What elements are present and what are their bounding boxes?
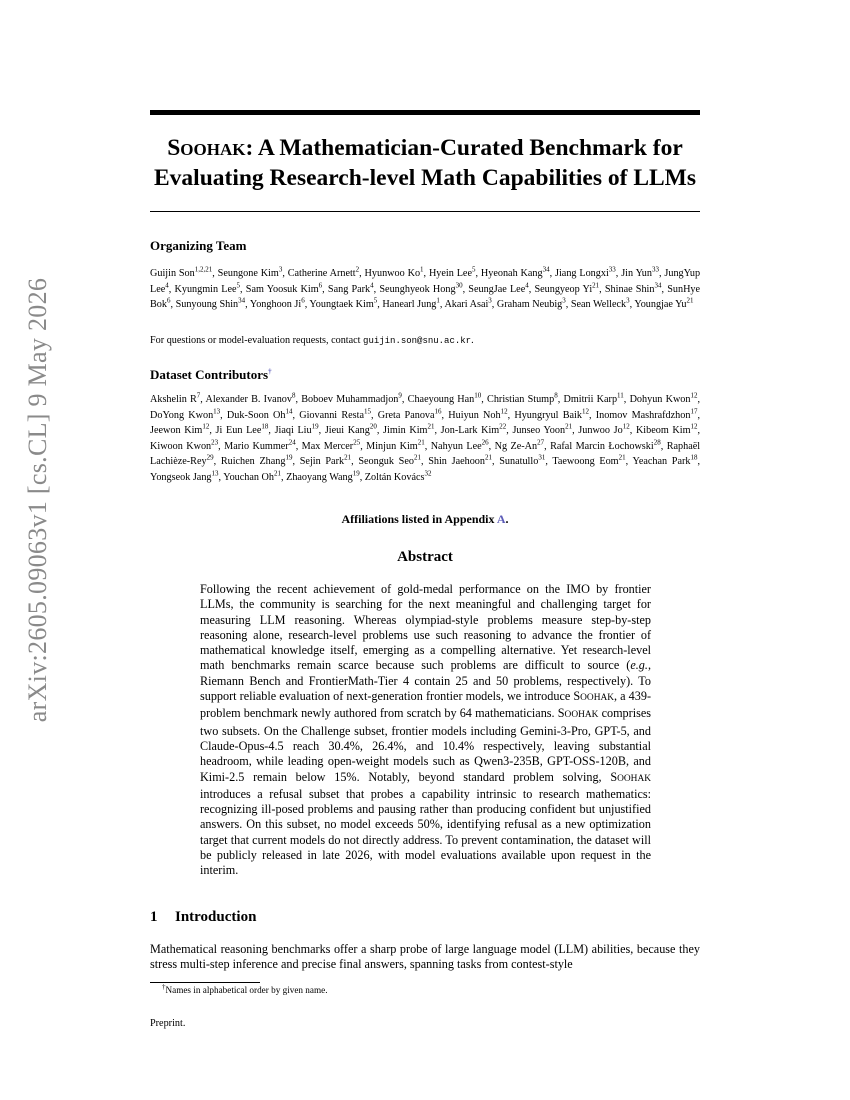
author-name: Boboev Muhammadjon	[301, 394, 399, 405]
author-affiliation-sup: 17	[690, 407, 698, 416]
paper-title	[150, 134, 700, 192]
contributor-author	[383, 422, 435, 436]
affiliations-end: .	[505, 512, 509, 526]
author-affiliation-sup: 21	[618, 453, 626, 462]
author-name: Ruichen Zhang	[220, 456, 286, 467]
author-name: Shinae Shin	[604, 283, 655, 295]
author-name: Jimin Kim	[383, 425, 428, 436]
author-affiliation-sup: 25	[353, 438, 361, 447]
contributor-author	[150, 407, 221, 421]
author-affiliation-sup: 9	[398, 391, 402, 400]
contributor-author	[407, 391, 482, 405]
author-affiliation-sup: 30	[455, 281, 463, 290]
contributor-author	[150, 438, 219, 452]
organizing-team-heading: Organizing Team	[150, 238, 247, 253]
contributor-author	[301, 391, 402, 405]
introduction-heading	[150, 909, 256, 926]
author-name: Shin Jaehoon	[428, 456, 485, 467]
contact-email[interactable]: guijin.son@snu.ac.kr	[363, 336, 472, 346]
organizing-author	[382, 296, 440, 310]
author-name: Seungyeop Yi	[534, 283, 593, 295]
author-affiliation-sup: 24	[288, 438, 296, 447]
author-affiliation-sup: 10	[474, 391, 482, 400]
organizing-author	[150, 265, 213, 279]
author-name: Sunyoung Shin	[175, 299, 239, 310]
contributor-author	[448, 407, 508, 421]
author-affiliation-sup: 5	[236, 281, 241, 290]
author-affiliation-sup: 7	[196, 391, 201, 400]
author-affiliation-sup: 15	[363, 407, 371, 416]
author-affiliation-sup: 1,2,21	[194, 265, 213, 274]
author-name: Greta Panova	[377, 409, 435, 421]
author-affiliation-sup: 3	[626, 296, 630, 305]
section-number: 1	[150, 909, 158, 925]
author-name: Hyunwoo Ko	[364, 268, 421, 279]
contributor-author	[274, 422, 319, 436]
author-affiliation-sup: 33	[651, 265, 659, 274]
author-affiliation-sup: 12	[690, 391, 698, 400]
contributor-author	[552, 453, 626, 467]
section-title: Introduction	[175, 909, 257, 925]
contributor-author	[215, 422, 269, 436]
author-affiliation-sup: 4	[525, 281, 529, 290]
author-name: Sang Park	[327, 283, 371, 295]
footnote-rule	[150, 982, 260, 983]
author-name: Sunatullo	[499, 456, 539, 467]
author-affiliation-sup: 4	[370, 281, 374, 290]
author-name: Youngjae Yu	[634, 299, 687, 310]
organizing-author	[570, 296, 630, 310]
dataset-contributors-label: Dataset Contributors	[150, 367, 269, 382]
affiliations-text: Affiliations listed in Appendix	[341, 512, 497, 526]
soohak-sc-rest: OOHAK	[580, 693, 615, 704]
author-name: Hyein Lee	[428, 268, 472, 279]
organizing-author	[249, 296, 305, 310]
author-affiliation-sup: 19	[311, 422, 319, 431]
author-affiliation-sup: 8	[291, 391, 296, 400]
organizing-author	[621, 265, 659, 279]
contributor-author	[494, 438, 545, 452]
contributor-author	[578, 422, 630, 436]
contributor-author	[223, 469, 281, 483]
author-name: Duk-Soon Oh	[226, 409, 286, 421]
author-affiliation-sup: 12	[581, 407, 589, 416]
contributor-author	[550, 438, 661, 452]
author-affiliation-sup: 6	[301, 296, 305, 305]
contributor-author	[512, 422, 573, 436]
author-name: Yongseok Jang	[150, 471, 212, 483]
contributor-author	[150, 391, 201, 405]
author-name: Raphaël Lachièze-Rey	[150, 440, 701, 467]
author-affiliation-sup: 32	[424, 469, 432, 478]
organizing-author	[174, 281, 241, 295]
author-affiliation-sup: 12	[690, 422, 698, 431]
arxiv-sidebar	[14, 277, 62, 723]
author-affiliation-sup: 21	[427, 422, 435, 431]
author-affiliation-sup: 23	[211, 438, 219, 447]
author-name: DoYong Kwon	[150, 409, 214, 421]
author-name: Hyeonah Kang	[480, 268, 543, 279]
title-line1-rest: : A Mathematician-Curated Benchmark for	[245, 135, 683, 161]
author-affiliation-sup: 1	[420, 265, 424, 274]
author-affiliation-sup: 6	[318, 281, 323, 290]
organizing-author	[496, 296, 566, 310]
author-name: Jiang Longxi	[555, 268, 609, 279]
author-name: JungYup Lee	[150, 268, 701, 295]
author-affiliation-sup: 19	[352, 469, 360, 478]
author-affiliation-sup: 21	[686, 296, 694, 305]
author-name: SunHye Bok	[150, 283, 701, 310]
author-name: Hanearl Jung	[382, 299, 437, 310]
author-name: Seonguk Seo	[358, 456, 414, 467]
contributor-author	[205, 391, 296, 405]
introduction-text: Mathematical reasoning benchmarks offer a sharp probe of large language model (LLM) abilities, because they stress multi-step inference and precise final answers, spanning tasks from contest-style	[150, 942, 700, 972]
contributor-author	[299, 453, 352, 467]
author-affiliation-sup: 3	[562, 296, 566, 305]
author-name: Minjun Kim	[366, 440, 418, 452]
organizing-author	[604, 281, 662, 295]
author-name: Max Mercer	[301, 440, 354, 452]
soohak-sc-initial: S	[610, 769, 618, 784]
contact-line	[150, 335, 474, 346]
organizing-author	[245, 281, 323, 295]
author-name: SeungJae Lee	[468, 283, 526, 295]
abstract-part-1: Following the recent achievement of gold-medal performance on the IMO by frontier LLMs, the community is searching for the next meaningful and challenging target for measuring LLM reasoning. Whereas olympiad-style problems measure step-by-step reasoning alone, research-level problems use such reasoning to advance the frontier of mathematical knowledge itself, emerging as a compelling alternative. Yet research-level math benchmarks remain scarce because such problems are difficult to source (	[200, 582, 651, 673]
contributor-author	[364, 469, 432, 483]
author-name: Zhaoyang Wang	[286, 471, 353, 483]
author-name: Giovanni Resta	[299, 409, 364, 421]
author-name: Kibeom Kim	[635, 425, 691, 436]
contributor-author	[377, 407, 442, 421]
author-affiliation-sup: 20	[369, 422, 377, 431]
dataset-contributors-authors: Akshelin $R^7$, Alexander B. Ivanov$^8$, Boboev Muhammadjon$^9$, Chaeyoung Han$^{10}$, Christian Stump$^8$, Dmitrii Karp$^{11}$, Dohyun Kwon$^{12}$, DoYong Kwon$^{13}$, Duk-Soon Oh$^{14}$, Giovanni Resta$^{15}$, Greta Panova$^{16}$, Huiyun Noh$^{12}$, Hyungryul Baik$^{12}$, Inomov Mashrafdzhon$^{17}$, Jeewon Kim$^{12}$, Ji Eun Lee$^{18}$, Jiaqi Liu$^{19}$, Jieui Kang$^{20}$, Jimin Kim$^{21}$, Jon-Lark Kim$^{22}$, Junseo Yoon$^{21}$, Junwoo Jo$^{12}$, Kibeom Kim$^{12}$, Kiwoon Kwon$^{23}$, Mario Kummer$^{24}$, Max Mercer$^{25}$, Minjun Kim$^{21}$, Nahyun Lee$^{26}$, Ng Ze-An$^{27}$, Rafal Marcin Łochowski$^{28}$, Raphaël Lachièze-Rey$^{29}$, Ruichen Zhang$^{19}$, Sejin Park$^{21}$, Seonguk Seo$^{21}$, Shin Jaehoon$^{21}$, Sunatullo$^{31}$, Taewoong Eom$^{21}$, Yeachan Park$^{18}$, Yongseok Jang$^{13}$, Youchan Oh$^{21}$, Zhaoyang Wang$^{19}$, Zoltán Kovács$^{32}$	[150, 391, 701, 483]
contributor-author	[487, 391, 558, 405]
author-name: Sam Yoosuk Kim	[245, 283, 319, 295]
organizing-author	[217, 265, 283, 279]
abstract-part-5: introduces a refusal subset that probes a capability intrinsic to research mathematics: recognizing ill-posed problems and pausing rather than producing confident but unjustified answers. On this subset, no model exceeds 50%, identifying refusal as a new optimization target that current models do not directly address. To prevent contamination, the dataset will be publicly released in late 2026, with model evaluations available upon request in the interim.	[200, 786, 651, 878]
contributor-author	[499, 453, 546, 467]
contributor-author	[299, 407, 371, 421]
author-name: Hyungryul Baik	[514, 409, 582, 421]
author-affiliation-sup: 11	[617, 391, 624, 400]
contributor-author	[430, 438, 489, 452]
author-name: Ji Eun Lee	[215, 425, 262, 436]
author-name: Alexander B. Ivanov	[205, 394, 292, 405]
dagger-footnote-mark[interactable]: †	[268, 367, 272, 376]
author-name: Sejin Park	[299, 456, 345, 467]
contact-end: .	[471, 335, 474, 346]
author-affiliation-sup: 5	[373, 296, 378, 305]
author-affiliation-sup: 4	[165, 281, 169, 290]
author-affiliation-sup: 13	[213, 407, 221, 416]
author-affiliation-sup: 21	[592, 281, 600, 290]
abstract-part-2: , Riemann Bench and FrontierMath-Tier 4 contain 25 and 50 problems, respectively). To support reliable evaluation of next-generation frontier models, we introduce	[200, 658, 651, 704]
contributor-author	[366, 438, 425, 452]
organizing-author	[444, 296, 492, 310]
author-affiliation-sup: 12	[500, 407, 508, 416]
contributor-author	[301, 438, 361, 452]
soohak-sc-rest: OOHAK	[564, 710, 599, 721]
author-name: Seunghyeok Hong	[379, 283, 456, 295]
author-name: Youngtaek Kim	[309, 299, 374, 310]
author-name: Ng Ze-An	[494, 440, 538, 452]
author-name: Sean Welleck	[570, 299, 627, 310]
author-name: Dmitrii Karp	[563, 394, 618, 405]
author-affiliation-sup: 26	[481, 438, 489, 447]
author-affiliation-sup: 3	[278, 265, 283, 274]
organizing-author	[555, 265, 616, 279]
organizing-team-authors: Guijin Son$^{1,2,21}$, Seungone Kim$^3$, Catherine Arnett$^2$, Hyunwoo Ko$^1$, Hyein Lee$^5$, Hyeonah Kang$^{34}$, Jiang Longxi$^{33}$, Jin Yun$^{33}$, JungYup Lee$^4$, Kyungmin Lee$^5$, Sam Yoosuk Kim$^6$, Sang Park$^4$, Seunghyeok Hong$^{30}$, SeungJae Lee$^4$, Seungyeop Yi$^{21}$, Shinae Shin$^{34}$, SunHye Bok$^6$, Sunyoung Shin$^{34}$, Yonghoon Ji$^6$, Youngtaek Kim$^5$, Hanearl Jung$^1$, Akari Asai$^3$, Graham Neubig$^3$, Sean Welleck$^3$, Youngjae Yu$^{21}$	[150, 265, 701, 310]
contributor-author	[220, 453, 293, 467]
contributor-author	[635, 422, 698, 436]
contributor-author	[629, 391, 698, 405]
abstract-body	[200, 582, 651, 879]
title-top-rule	[150, 110, 700, 115]
contact-text: For questions or model-evaluation requests, contact	[150, 335, 364, 346]
contributor-author	[324, 422, 377, 436]
abstract-part-4: comprises two subsets. On the Challenge subset, frontier models including Gemini-3-Pro, GPT-5, and Claude-Opus-4.5 reach 30.4%, 26.4%, and 10.4% respectively, leaving substantial headroom, while leading open-weight models such as Qwen3-235B, GPT-OSS-120B, and Kimi-2.5 remain below 15%. Notably, beyond standard problem solving,	[200, 706, 651, 784]
contributor-author	[226, 407, 293, 421]
contributor-author	[428, 453, 492, 467]
author-affiliation-sup: 21	[565, 422, 573, 431]
organizing-author	[287, 265, 360, 279]
title-line2: Evaluating Research-level Math Capabilities of LLMs	[153, 165, 696, 191]
author-affiliation-sup: 2	[355, 265, 360, 274]
author-name: Jon-Lark Kim	[440, 425, 500, 436]
author-affiliation-sup: 29	[206, 453, 214, 462]
author-affiliation-sup: 3	[488, 296, 492, 305]
contributor-author	[514, 407, 589, 421]
contributor-author	[224, 438, 296, 452]
footnote-text: Names in alphabetical order by given name.	[165, 985, 328, 995]
author-affiliation-sup: 19	[285, 453, 293, 462]
author-name: Jeewon Kim	[150, 425, 203, 436]
author-name: Graham Neubig	[496, 299, 563, 310]
author-name: Jiaqi Liu	[274, 425, 312, 436]
soohak-sc-initial: S	[573, 689, 581, 704]
author-affiliation-sup: 21	[413, 453, 421, 462]
author-name: Christian Stump	[487, 394, 555, 405]
author-name: Yonghoon Ji	[249, 299, 302, 310]
abstract-part-3: , a 439-problem benchmark newly authored from scratch by 64 mathematicians.	[200, 689, 651, 721]
contributor-author	[440, 422, 507, 436]
author-affiliation-sup: 22	[499, 422, 507, 431]
organizing-author	[480, 265, 550, 279]
author-name: Taewoong Eom	[552, 456, 619, 467]
organizing-author	[534, 281, 600, 295]
author-affiliation-sup: 18	[261, 422, 269, 431]
soohak-sc-rest: OOHAK	[617, 773, 651, 784]
contributor-author	[632, 453, 698, 467]
dataset-contributors-heading	[150, 367, 272, 383]
author-affiliation-sup: 12	[622, 422, 630, 431]
author-affiliation-sup: 21	[417, 438, 425, 447]
author-name: Yeachan Park	[632, 456, 691, 467]
title-sc-rest: OOHAK	[180, 140, 246, 159]
contributor-author	[150, 422, 210, 436]
organizing-author	[364, 265, 424, 279]
author-affiliation-sup: 16	[434, 407, 442, 416]
organizing-author	[634, 296, 694, 310]
organizing-author	[309, 296, 378, 310]
author-name: Zoltán Kovács	[364, 471, 425, 483]
author-affiliation-sup: 14	[285, 407, 293, 416]
contributor-author	[286, 469, 360, 483]
organizing-author	[327, 281, 374, 295]
abstract-eg: e.g.	[630, 658, 648, 673]
organizing-author	[175, 296, 246, 310]
organizing-author	[468, 281, 529, 295]
organizing-author	[428, 265, 476, 279]
author-name: Inomov Mashrafdzhon	[595, 409, 691, 421]
author-name: Seungone Kim	[217, 268, 279, 279]
affiliations-note	[150, 512, 700, 527]
author-name: Jieui Kang	[324, 425, 370, 436]
author-name: Jin Yun	[621, 268, 652, 279]
author-name: Chaeyoung Han	[407, 394, 475, 405]
author-affiliation-sup: 21	[344, 453, 352, 462]
preprint-label: Preprint.	[150, 1018, 186, 1029]
contributor-author	[563, 391, 624, 405]
organizing-author	[379, 281, 463, 295]
author-name: Mario Kummer	[224, 440, 289, 452]
author-affiliation-sup: 31	[538, 453, 546, 462]
author-affiliation-sup: 28	[653, 438, 661, 447]
author-name: Kyungmin Lee	[174, 283, 237, 295]
footnote	[162, 982, 328, 995]
author-name: Guijin Son	[150, 268, 195, 279]
author-affiliation-sup: 33	[608, 265, 616, 274]
abstract-heading: Abstract	[397, 549, 453, 565]
arxiv-identifier: arXiv:2605.09063v1 [cs.CL] 9 May 2026	[23, 277, 53, 723]
author-name: Junseo Yoon	[512, 425, 566, 436]
contributor-author	[358, 453, 421, 467]
author-name: Youchan Oh	[223, 471, 274, 483]
title-sc-initial: S	[167, 135, 181, 161]
author-affiliation-sup: 34	[654, 281, 662, 290]
author-name: Kiwoon Kwon	[150, 440, 212, 452]
contributor-author	[595, 407, 698, 421]
appendix-link[interactable]: A	[496, 512, 506, 526]
author-affiliation-sup: 5	[471, 265, 476, 274]
contributor-author	[150, 469, 219, 483]
author-name: Nahyun Lee	[430, 440, 482, 452]
author-affiliation-sup: 34	[542, 265, 550, 274]
author-affiliation-sup: 21	[485, 453, 492, 462]
author-affiliation-sup: 34	[238, 296, 246, 305]
author-affiliation-sup: 8	[554, 391, 558, 400]
author-name: Catherine Arnett	[287, 268, 356, 279]
author-affiliation-sup: 18	[690, 453, 698, 462]
author-affiliation-sup: 6	[166, 296, 171, 305]
soohak-sc-initial: S	[557, 706, 565, 721]
author-affiliation-sup: 21	[274, 469, 281, 478]
footnote-mark: †	[162, 982, 166, 991]
author-name: Akshelin R	[150, 394, 197, 405]
author-affiliation-sup: 12	[202, 422, 210, 431]
author-name: Junwoo Jo	[578, 425, 623, 436]
author-affiliation-sup: 13	[211, 469, 219, 478]
author-name: Rafal Marcin Łochowski	[550, 440, 654, 452]
author-affiliation-sup: 27	[537, 438, 545, 447]
author-name: Akari Asai	[444, 299, 489, 310]
author-affiliation-sup: 1	[436, 296, 440, 305]
author-name: Huiyun Noh	[448, 409, 501, 421]
author-name: Dohyun Kwon	[629, 394, 691, 405]
title-bottom-rule	[150, 211, 700, 212]
